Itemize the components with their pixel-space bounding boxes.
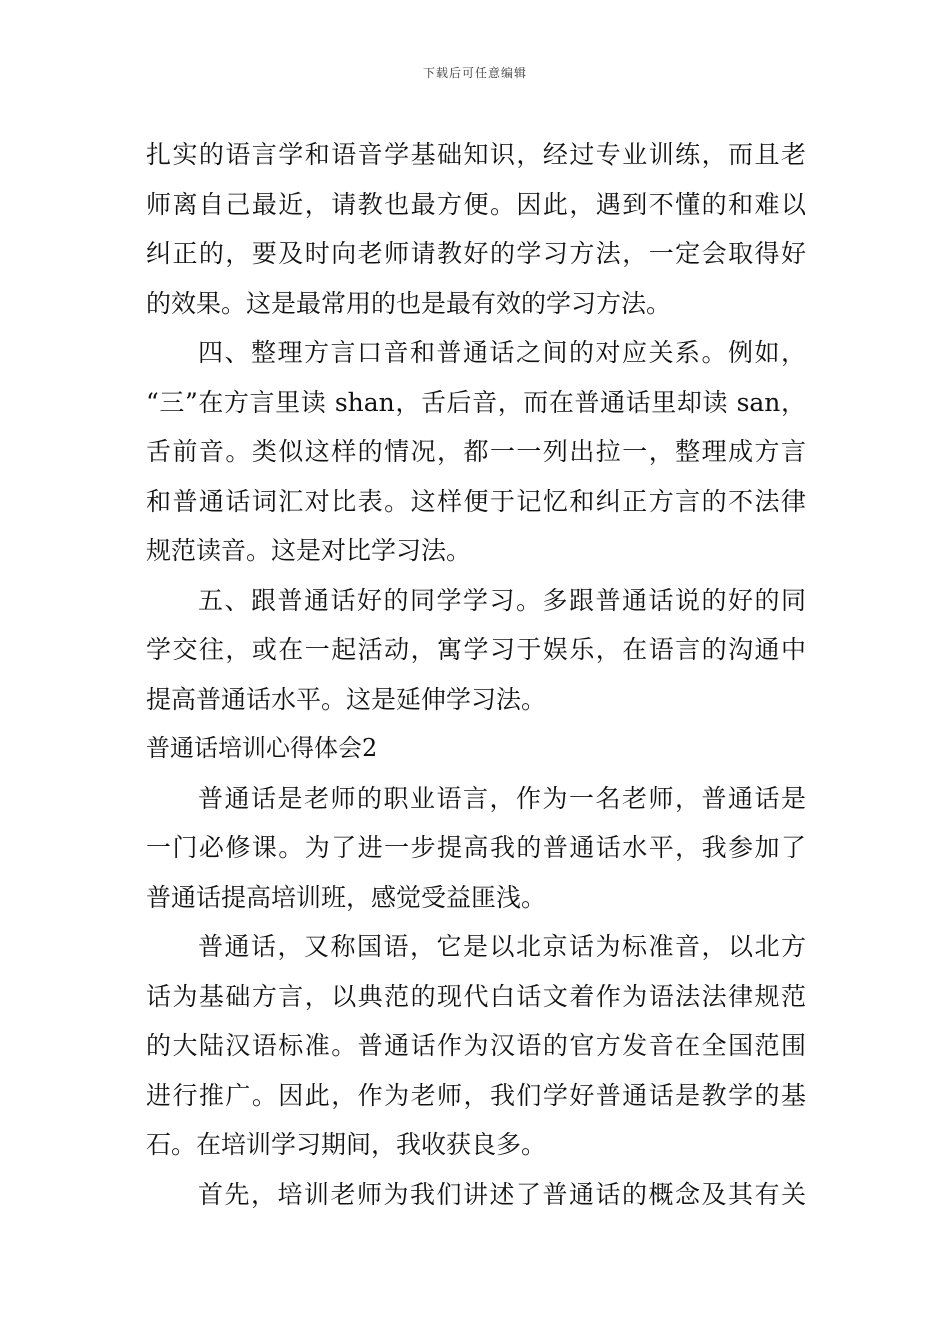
text-line: 纠正的，要及时向老师请教好的学习方法，一定会取得好 <box>146 239 806 268</box>
text-line: 规范读音。这是对比学习法。 <box>146 536 472 565</box>
text-line: 学交往，或在一起活动，寓学习于娱乐，在语言的沟通中 <box>146 635 806 664</box>
text-line: 普通话提高培训班，感觉受益匪浅。 <box>146 882 547 912</box>
text-line: 和普通话词汇对比表。这样便于记忆和纠正方言的不法律 <box>146 486 806 516</box>
text-line: 五、跟普通话好的同学学习。多跟普通话说的好的同 <box>198 585 806 615</box>
text-line: 师离自己最近，请教也最方便。因此，遇到不懂的和难以 <box>146 189 806 219</box>
text-line: 舌前音。类似这样的情况，都一一列出拉一，整理成方言 <box>146 437 806 466</box>
document-body <box>146 130 806 1219</box>
text-line: 石。在培训学习期间，我收获良多。 <box>146 1130 547 1159</box>
text-line: 首先，培训老师为我们讲述了普通话的概念及其有关 <box>198 1179 806 1209</box>
text-line: 普通话，又称国语，它是以北京话为标准音，以北方 <box>198 932 806 961</box>
text-line: “三”在方言里读 shan，舌后音，而在普通话里却读 san， <box>146 387 806 417</box>
text-line: 普通话是老师的职业语言，作为一名老师，普通话是 <box>198 783 806 813</box>
text-line: 的效果。这是最常用的也是最有效的学习方法。 <box>146 288 672 318</box>
page-header: 下载后可任意编辑 <box>422 66 527 80</box>
text-line: 扎实的语言学和语音学基础知识，经过专业训练，而且老 <box>146 140 806 169</box>
text-line: 四、整理方言口音和普通话之间的对应关系。例如， <box>198 338 806 367</box>
text-line: 提高普通话水平。这是延伸学习法。 <box>146 684 547 714</box>
section-heading: 普通话培训心得体会2 <box>146 734 378 762</box>
text-line: 进行推广。因此，作为老师，我们学好普通话是教学的基 <box>146 1080 806 1110</box>
text-line: 一门必修课。为了进一步提高我的普通话水平，我参加了 <box>146 833 806 862</box>
text-line: 话为基础方言，以典范的现代白话文着作为语法法律规范 <box>146 981 806 1011</box>
text-line: 的大陆汉语标准。普通话作为汉语的官方发音在全国范围 <box>146 1031 806 1060</box>
